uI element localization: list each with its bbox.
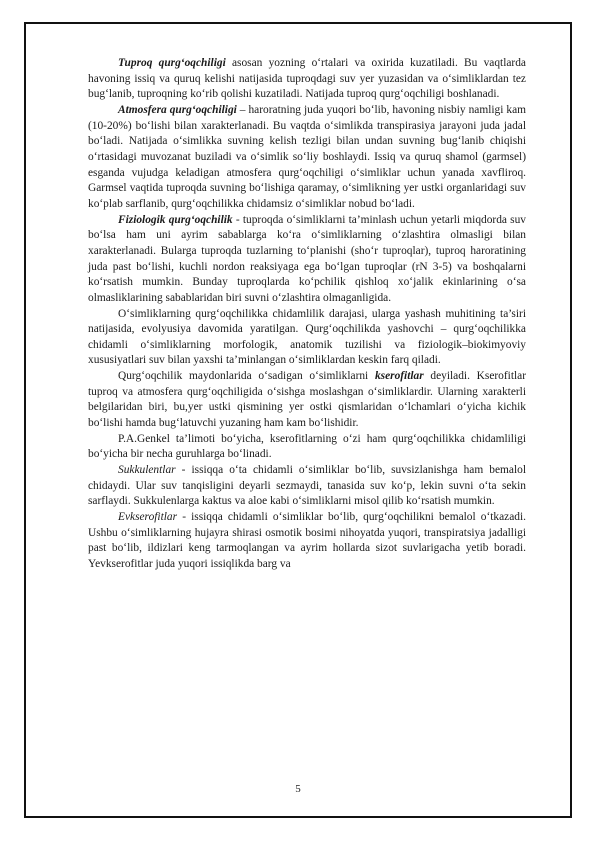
paragraph-text: O‘simliklarning qurg‘oqchilikka chidamlilik darajasi, ularga yashash muhitining ta’siri natijasida, evolyusiya davomida yaratilgan. Qurg‘oqchilikda yashovchi – qurg‘oqchilikka chidamli o‘simliklarning morfologik, anatomik tuzilishi va fiziologik–biokimyoviy xususiyatlari suv bilan yaxshi ta’minlangan o‘simliklardan keskin farq qiladi. [88, 307, 526, 367]
term-sukkulentlar: Sukkulentlar [118, 464, 176, 477]
paragraph-atmosfera [88, 103, 526, 213]
paragraph-tuproq [88, 56, 526, 103]
paragraph-chidamlilik [88, 307, 526, 370]
paragraph-fiziologik [88, 213, 526, 307]
term-atmosfera: Atmosfera qurg‘oqchiligi [118, 103, 237, 116]
paragraph-sukkulentlar [88, 463, 526, 510]
paragraph-text: – haroratning juda yuqori bo‘lib, havoning nisbiy namligi kam (10-20%) bo‘lishi bilan xarakterlanadi. Bu vaqtda o‘simlikda transpirasiya jarayoni juda jadal bo‘ladi. Natijada o‘simlikka suvning kelish tezligi bilan undan suvning bug‘lanib chiqishi o‘rtasidagi muvozanat buziladi va o‘simlik so‘liy boshlaydi. Issiq va quruq shamol (garmsel) esganda vujudga keladigan atmosfera qurg‘oqchiligi o‘simliklar uchun yanada xavfliroq. Garmsel vaqtida tuproqda suvning bo‘lishiga qaramay, o‘simlikning yer ustki organlaridagi suv ko‘plab sarflanib, qurg‘oqchilikka chidamsiz o‘simliklar nobud bo‘ladi. [88, 103, 526, 210]
term-tuproq: Tuproq qurg‘oqchiligi [118, 57, 226, 69]
paragraph-text: asosan yozning o‘rtalari va oxirida kuzatiladi. Bu vaqtlarda havoning issiq va quruq kelishi natijasida tuproqdagi suv yer yuzasidan va o‘simliklardan tez bug‘lanib, tuproqning ko‘rib qolishi kuzatiladi. Natijada tuproq qurg‘oqchiligi boshlanadi. [88, 57, 526, 101]
term-kserofitlar: kserofitlar [374, 370, 424, 383]
paragraph-genkel [88, 432, 526, 463]
term-fiziologik: Fiziologik qurg‘oqchilik [118, 213, 233, 226]
paragraph-evkserofitlar [88, 510, 526, 573]
paragraph-text: - issiqqa o‘ta chidamli o‘simliklar bo‘lib, suvsizlanishga ham bemalol chidaydi. Ular suv tanqisligini deyarli sezmaydi, tanasida suv ko‘p, lekin suvni o‘ta sekin sarflaydi. Sukkulenlarga kaktus va aloe kabi o‘simliklarni misol qilib ko‘rsatish mumkin. [88, 464, 526, 508]
paragraph-text: - tuproqda o‘simliklarni ta’minlash uchun yetarli miqdorda suv bo‘lsa ham uni ayrim sabablarga ko‘ra o‘simliklarning o‘zlashtira olmasligi bilan xarakterlanadi. Bularga tuproqda tuzlarning to‘planishi (sho‘r tuproqlar), tuproq haroratining juda past bo‘lishi, kuchli nordon reaksiyaga ega bo‘lgan tuproqlar (rN 3-5) va boshqalarni ko‘rsatish mumkin. Bunday tuproqlarda ko‘pchilik qishloq xo‘jalik ekinlarining o‘sa olmasliklarining sabablaridan biri suvni o‘zlashtira olmaganligida. [88, 213, 526, 304]
page-number: 5 [295, 783, 301, 795]
term-evkserofitlar: Evkserofitlar [118, 511, 178, 524]
body-text [88, 56, 526, 573]
paragraph-kserofitlar [88, 369, 526, 432]
paragraph-text: Qurg‘oqchilik maydonlarida o‘sadigan o‘simliklarni [118, 370, 375, 383]
paragraph-text: P.A.Genkel ta’limoti bo‘yicha, kserofitlarning o‘zi ham qurg‘oqchilikka chidamliligi bo‘yicha bir necha guruhlarga bo‘linadi. [88, 432, 526, 461]
paragraph-text: deyiladi. Kserofitlar tuproq va atmosfera qurg‘oqchiligida o‘sishga moslashgan o‘simliklardir. Ularning xarakterli belgilaridan biri, bu,yer ustki qismining yer ostki qismlaridan o‘lchamlari o‘yicha kichik bo‘lishi hamda bug‘latuvchi yuzaning ham kam bo‘lishidir. [88, 370, 526, 430]
paragraph-text: - issiqqa chidamli o‘simliklar bo‘lib, qurg‘oqchilikni bemalol o‘tkazadi. Ushbu o‘simliklarning hujayra shirasi osmotik bosimi nihoyatda yuqori, transpiratsiya jadalligi past bo‘lib, ildizlari keng tarmoqlangan va ayrim hollarda sizot suvlarigacha yetib boradi. Yevkserofitlar juda yuqori issiqlikda barg va [88, 511, 526, 570]
